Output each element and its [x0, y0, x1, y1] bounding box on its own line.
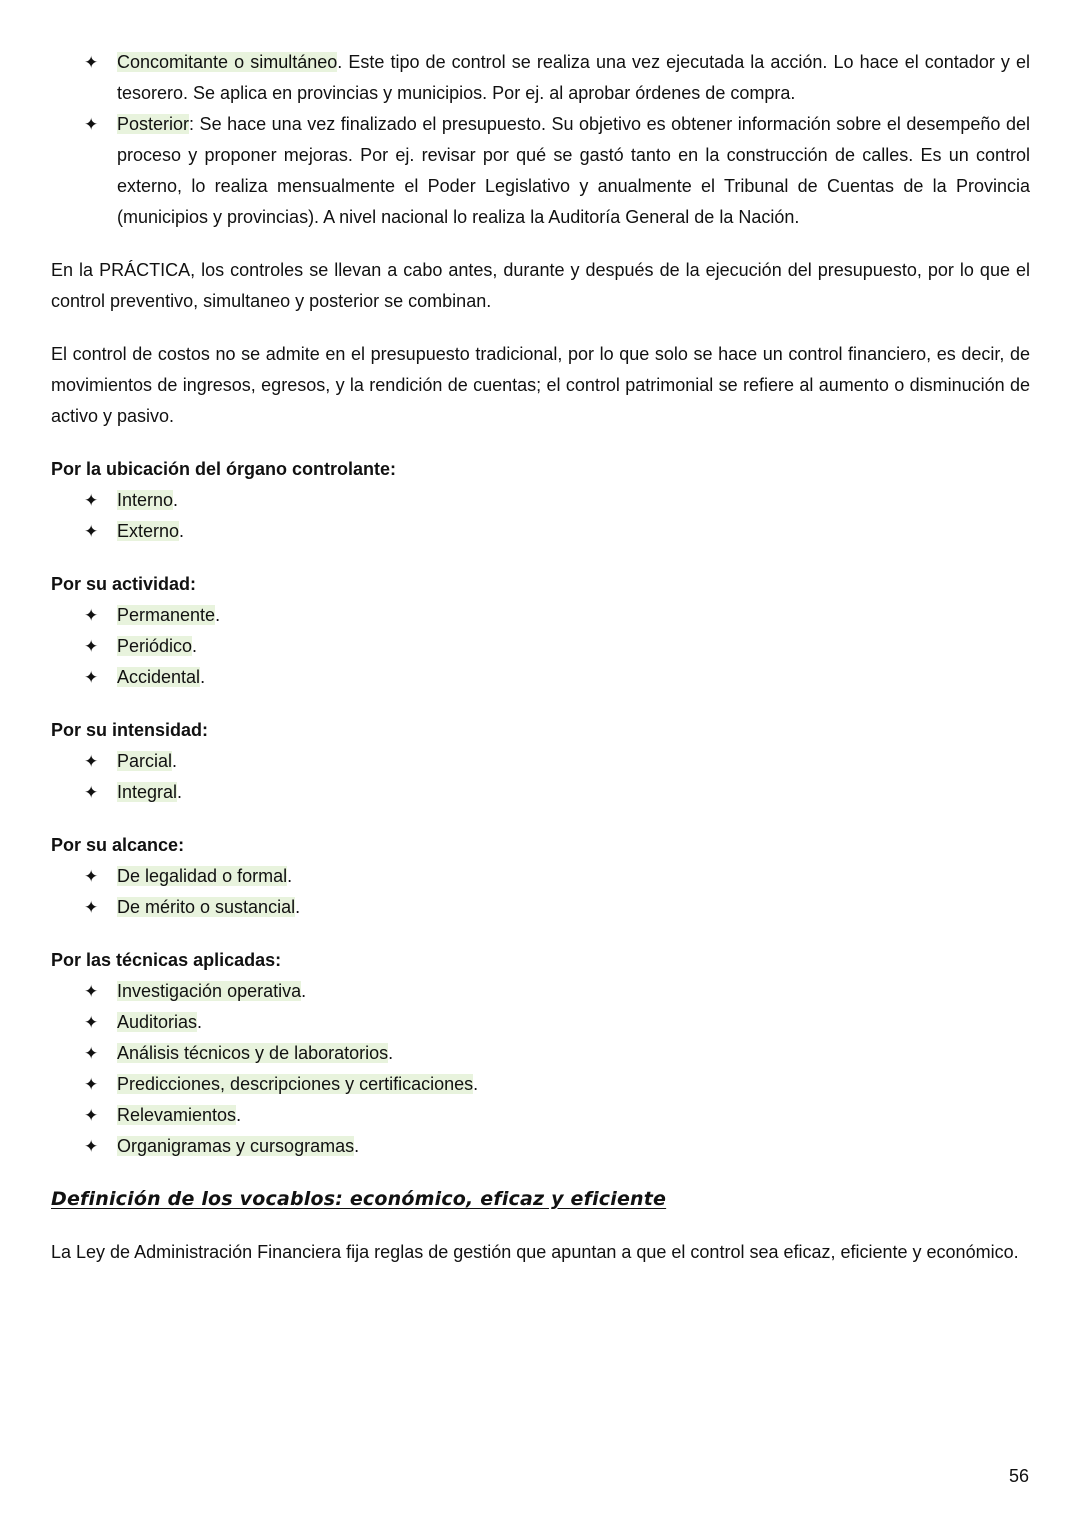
item-period: . [473, 1074, 479, 1094]
item-period: . [173, 490, 179, 510]
star-bullet-icon: ✦ [84, 522, 99, 541]
list-item [51, 485, 1030, 516]
list-item [51, 662, 1030, 693]
list-item [51, 861, 1030, 892]
highlighted-term: Relevamientos [117, 1105, 237, 1125]
item-period: . [200, 667, 206, 687]
item-period: . [172, 751, 178, 771]
list-item [51, 746, 1030, 777]
star-bullet-icon: ✦ [84, 1013, 99, 1032]
star-bullet-icon: ✦ [84, 1044, 99, 1063]
page-number: 56 [1008, 1466, 1029, 1486]
section-heading: Por las técnicas aplicadas: [51, 950, 282, 970]
list-item [51, 1038, 1030, 1069]
paragraph-ley: La Ley de Administración Financiera fija reglas de gestión que apuntan a que el control sea eficaz, eficiente y económico. [51, 1242, 1019, 1262]
highlighted-term: Periódico [117, 636, 193, 656]
highlighted-term: Organigramas y cursogramas [117, 1136, 355, 1156]
star-bullet-icon: ✦ [84, 606, 99, 625]
item-period: . [295, 897, 301, 917]
section-list [51, 600, 1030, 693]
item-period: . [215, 605, 221, 625]
list-item [51, 777, 1030, 808]
list-item [51, 631, 1030, 662]
highlighted-term: Predicciones, descripciones y certificaciones [117, 1074, 474, 1094]
highlighted-term: Externo [117, 521, 180, 541]
star-bullet-icon: ✦ [84, 115, 99, 134]
star-bullet-icon: ✦ [84, 1106, 99, 1125]
list-item [51, 1131, 1030, 1162]
section-list [51, 485, 1030, 547]
classification-sections [51, 454, 1030, 1184]
star-bullet-icon: ✦ [84, 668, 99, 687]
star-bullet-icon: ✦ [84, 1137, 99, 1156]
highlighted-term: Parcial [117, 751, 173, 771]
star-bullet-icon: ✦ [84, 898, 99, 917]
paragraph-costos: El control de costos no se admite en el presupuesto tradicional, por lo que solo se hace un control financiero, es decir, de movimientos de ingresos, egresos, y la rendición de cuentas; el control patrimonial se refiere al aumento o disminución de activo y pasivo. [51, 344, 1030, 426]
highlighted-term: Análisis técnicos y de laboratorios [117, 1043, 389, 1063]
control-timing-list [51, 47, 1030, 233]
highlighted-term: Interno [117, 490, 174, 510]
highlighted-term: Posterior [117, 114, 190, 134]
paragraph-practica: En la PRÁCTICA, los controles se llevan a cabo antes, durante y después de la ejecución del presupuesto, por lo que el control preventivo, simultaneo y posterior se combinan. [51, 260, 1030, 311]
item-period: . [236, 1105, 242, 1125]
section-list [51, 746, 1030, 808]
item-period: . [177, 782, 183, 802]
star-bullet-icon: ✦ [84, 491, 99, 510]
item-period: . [354, 1136, 360, 1156]
section-heading: Por su alcance: [51, 835, 185, 855]
item-period: . [301, 981, 307, 1001]
list-item [51, 109, 1030, 233]
section-heading: Por la ubicación del órgano controlante: [51, 459, 397, 479]
item-period: . [287, 866, 293, 886]
section-heading: Por su intensidad: [51, 720, 209, 740]
list-item [51, 976, 1030, 1007]
item-period: . [197, 1012, 203, 1032]
star-bullet-icon: ✦ [84, 637, 99, 656]
list-item [51, 1069, 1030, 1100]
item-period: . [192, 636, 198, 656]
highlighted-term: Investigación operativa [117, 981, 302, 1001]
list-item [51, 1100, 1030, 1131]
item-period: . [388, 1043, 394, 1063]
highlighted-term: De mérito o sustancial [117, 897, 296, 917]
list-item [51, 47, 1030, 109]
item-text: . Este tipo de control se realiza una vez ejecutada la acción. Lo hace el contador y el tesorero. Se aplica en provincias y municipios. Por ej. al aprobar órdenes de compra. [117, 52, 1030, 103]
star-bullet-icon: ✦ [84, 752, 99, 771]
item-period: . [179, 521, 185, 541]
section-list [51, 861, 1030, 923]
list-item [51, 516, 1030, 547]
highlighted-term: Permanente [117, 605, 216, 625]
highlighted-term: Concomitante o simultáneo [117, 52, 338, 72]
star-bullet-icon: ✦ [84, 1075, 99, 1094]
section-list [51, 976, 1030, 1162]
highlighted-term: De legalidad o formal [117, 866, 288, 886]
star-bullet-icon: ✦ [84, 53, 99, 72]
list-item [51, 892, 1030, 923]
star-bullet-icon: ✦ [84, 783, 99, 802]
star-bullet-icon: ✦ [84, 982, 99, 1001]
highlighted-term: Auditorias [117, 1012, 198, 1032]
item-text: : Se hace una vez finalizado el presupuesto. Su objetivo es obtener información sobre el desempeño del proceso y proponer mejoras. Por ej. revisar por qué se gastó tanto en la construcción de calles. Es un control externo, lo realiza mensualmente el Poder Legislativo y anualmente el Tribunal de Cuentas de la Provincia (municipios y provincias). A nivel nacional lo realiza la Auditoría General de la Nación. [117, 114, 1030, 227]
section-heading: Por su actividad: [51, 574, 197, 594]
highlighted-term: Accidental [117, 667, 201, 687]
document-page [51, 47, 1030, 1268]
highlighted-term: Integral [117, 782, 178, 802]
star-bullet-icon: ✦ [84, 867, 99, 886]
section-title: Definición de los vocablos: económico, eficaz y eficiente [51, 1188, 667, 1210]
list-item [51, 1007, 1030, 1038]
list-item [51, 600, 1030, 631]
